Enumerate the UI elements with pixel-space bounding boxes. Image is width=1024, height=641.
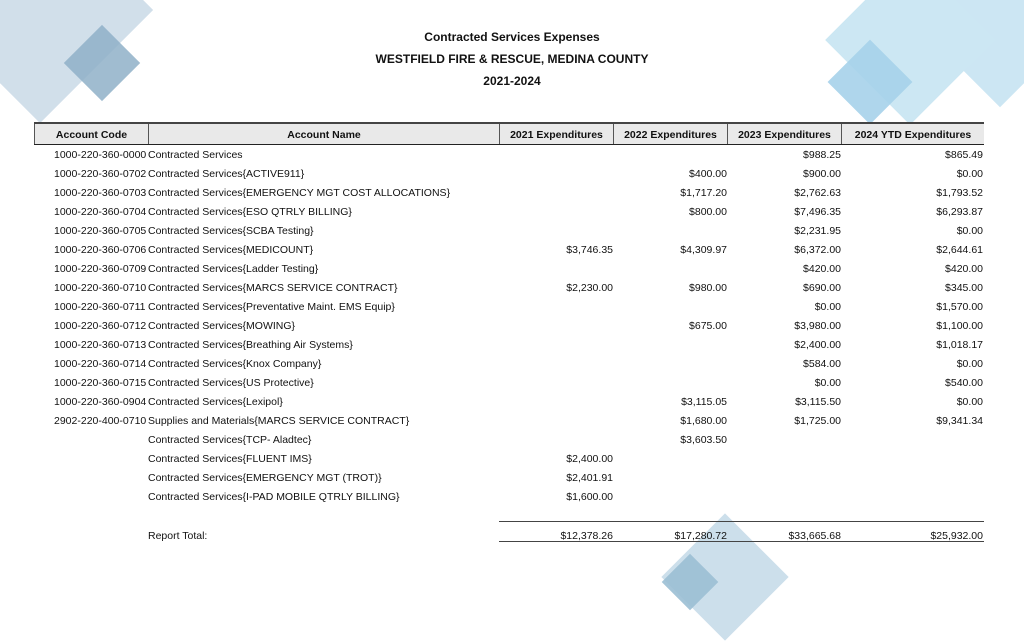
total-2023: $33,665.68 <box>788 530 841 542</box>
expenditure-2023: $1,725.00 <box>794 415 841 427</box>
expenditure-2023: $420.00 <box>803 263 841 275</box>
total-2021: $12,378.26 <box>560 530 613 542</box>
expenditure-2024: $0.00 <box>956 168 983 180</box>
account-name: Contracted Services{MOWING} <box>148 320 296 332</box>
expenditure-2023: $2,231.95 <box>794 225 841 237</box>
expenditure-2023: $900.00 <box>803 168 841 180</box>
total-rule <box>499 521 984 522</box>
expenditure-2024: $1,570.00 <box>936 301 983 313</box>
report-period: 2021-2024 <box>483 74 541 88</box>
account-code: 1000-220-360-0713 <box>54 339 147 351</box>
table-row <box>0 222 1024 241</box>
table-row <box>0 450 1024 469</box>
table-row <box>0 279 1024 298</box>
col-2024: 2024 YTD Expenditures <box>841 124 984 144</box>
table-row <box>0 469 1024 488</box>
col-2022: 2022 Expenditures <box>613 124 727 144</box>
expenditure-2021: $2,230.00 <box>566 282 613 294</box>
account-name: Contracted Services{MEDICOUNT} <box>148 244 314 256</box>
expenditure-2022: $980.00 <box>689 282 727 294</box>
total-label: Report Total: <box>148 530 208 542</box>
account-name: Contracted Services{I-PAD MOBILE QTRLY BILLING} <box>148 491 400 503</box>
account-code: 1000-220-360-0706 <box>54 244 147 256</box>
account-code: 1000-220-360-0710 <box>54 282 147 294</box>
expenditure-2024: $1,793.52 <box>936 187 983 199</box>
account-name: Contracted Services{Lexipol} <box>148 396 283 408</box>
total-2022: $17,280.72 <box>674 530 727 542</box>
table-row <box>0 184 1024 203</box>
table-row <box>0 488 1024 507</box>
account-name: Contracted Services{ESO QTRLY BILLING} <box>148 206 352 218</box>
expenditure-2024: $1,018.17 <box>936 339 983 351</box>
expenditure-2022: $3,115.05 <box>681 396 727 408</box>
account-code: 1000-220-360-0715 <box>54 377 147 389</box>
expenditure-2021: $3,746.35 <box>566 244 613 256</box>
table-row <box>0 393 1024 412</box>
account-name: Contracted Services{Ladder Testing} <box>148 263 319 275</box>
table-row <box>0 146 1024 165</box>
col-account-name: Account Name <box>148 124 499 144</box>
expenditure-2024: $540.00 <box>945 377 983 389</box>
expenditure-2023: $0.00 <box>814 301 841 313</box>
expenditure-2023: $3,980.00 <box>794 320 841 332</box>
total-double-rule <box>499 541 984 542</box>
account-code: 1000-220-360-0712 <box>54 320 147 332</box>
table-row <box>0 355 1024 374</box>
expenditure-2024: $0.00 <box>956 358 983 370</box>
table-header <box>34 122 984 145</box>
expenditure-2024: $420.00 <box>945 263 983 275</box>
account-name: Contracted Services{MARCS SERVICE CONTRACT} <box>148 282 398 294</box>
col-2021: 2021 Expenditures <box>499 124 613 144</box>
account-name: Contracted Services{FLUENT IMS} <box>148 453 312 465</box>
table-row <box>0 203 1024 222</box>
table-row <box>0 336 1024 355</box>
expenditure-2021: $1,600.00 <box>566 491 613 503</box>
expenditure-2024: $1,100.00 <box>936 320 983 332</box>
expenditure-2023: $0.00 <box>814 377 841 389</box>
table-row <box>0 241 1024 260</box>
account-code: 1000-220-360-0704 <box>54 206 147 218</box>
expenditure-2023: $988.25 <box>803 149 841 161</box>
expenditure-2024: $0.00 <box>956 225 983 237</box>
total-2024: $25,932.00 <box>930 530 983 542</box>
report-entity: WESTFIELD FIRE & RESCUE, MEDINA COUNTY <box>375 52 649 66</box>
col-2023: 2023 Expenditures <box>727 124 841 144</box>
account-code: 1000-220-360-0705 <box>54 225 147 237</box>
account-name: Contracted Services{TCP- Aladtec} <box>148 434 312 446</box>
account-code: 1000-220-360-0702 <box>54 168 147 180</box>
table-row <box>0 431 1024 450</box>
account-name: Contracted Services{EMERGENCY MGT COST ALLOCATIONS} <box>148 187 451 199</box>
expenditure-2023: $690.00 <box>803 282 841 294</box>
total-row <box>0 527 1024 546</box>
account-code: 1000-220-360-0904 <box>54 396 147 408</box>
expenditure-2021: $2,400.00 <box>566 453 613 465</box>
report-title: Contracted Services Expenses <box>424 30 600 44</box>
expenditure-2023: $2,762.63 <box>794 187 841 199</box>
account-code: 1000-220-360-0000 <box>54 149 147 161</box>
account-name: Contracted Services{Preventative Maint. EMS Equip} <box>148 301 395 313</box>
expenditure-2022: $675.00 <box>689 320 727 332</box>
account-name: Contracted Services{SCBA Testing} <box>148 225 314 237</box>
expenditure-2022: $800.00 <box>689 206 727 218</box>
account-name: Contracted Services{Knox Company} <box>148 358 322 370</box>
account-code: 1000-220-360-0711 <box>54 301 146 313</box>
account-code: 1000-220-360-0714 <box>54 358 147 370</box>
expenditure-2023: $6,372.00 <box>794 244 841 256</box>
table-row <box>0 260 1024 279</box>
expenditure-2023: $2,400.00 <box>794 339 841 351</box>
account-name: Contracted Services{Breathing Air Systems} <box>148 339 353 351</box>
expenditure-2024: $9,341.34 <box>936 415 983 427</box>
expenditure-2024: $345.00 <box>945 282 983 294</box>
table-row <box>0 298 1024 317</box>
account-name: Contracted Services <box>148 149 243 161</box>
table-row <box>0 412 1024 431</box>
expenditure-2023: $7,496.35 <box>794 206 841 218</box>
table-row <box>0 317 1024 336</box>
account-code: 2902-220-400-0710 <box>54 415 147 427</box>
expenditure-2022: $400.00 <box>689 168 727 180</box>
expenditure-2024: $6,293.87 <box>936 206 983 218</box>
account-name: Supplies and Materials{MARCS SERVICE CONTRACT} <box>148 415 410 427</box>
account-name: Contracted Services{ACTIVE911} <box>148 168 305 180</box>
expenditure-2024: $2,644.61 <box>936 244 983 256</box>
table-row <box>0 374 1024 393</box>
expenditure-2022: $3,603.50 <box>680 434 727 446</box>
expenditure-2022: $1,717.20 <box>680 187 727 199</box>
account-name: Contracted Services{US Protective} <box>148 377 314 389</box>
account-name: Contracted Services{EMERGENCY MGT (TROT)} <box>148 472 382 484</box>
account-code: 1000-220-360-0703 <box>54 187 147 199</box>
table-row <box>0 165 1024 184</box>
expenditure-2022: $1,680.00 <box>680 415 727 427</box>
expenditure-2024: $865.49 <box>945 149 983 161</box>
expenditure-2022: $4,309.97 <box>680 244 727 256</box>
expenditure-2024: $0.00 <box>956 396 983 408</box>
account-code: 1000-220-360-0709 <box>54 263 147 275</box>
expenditure-2023: $3,115.50 <box>795 396 841 408</box>
expenditure-2023: $584.00 <box>803 358 841 370</box>
expenditure-2021: $2,401.91 <box>566 472 613 484</box>
col-account-code: Account Code <box>34 124 148 144</box>
